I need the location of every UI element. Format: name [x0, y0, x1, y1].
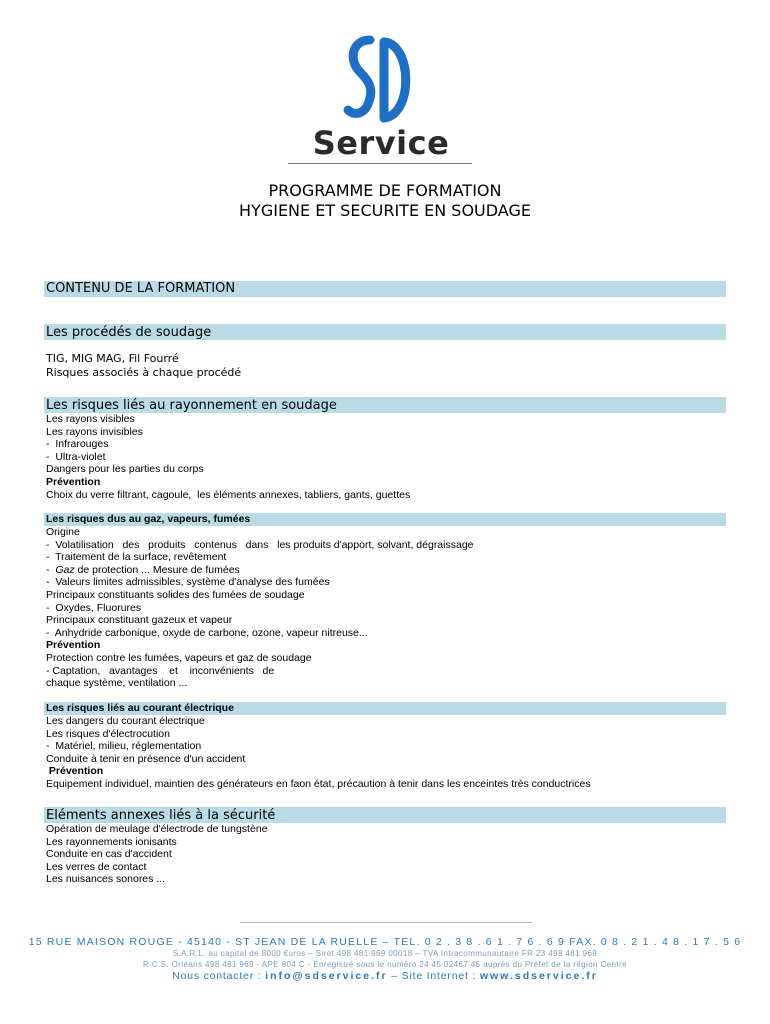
- list-item: Les dangers du courant électrique: [46, 715, 205, 727]
- list-item: Dangers pour les parties du corps: [46, 463, 204, 476]
- email-link[interactable]: info@sdservice.fr: [265, 970, 388, 982]
- list-item: - Traitement de la surface, revêtement: [46, 551, 227, 564]
- section-heading-electrique: Les risques liés au courant électrique: [44, 702, 726, 715]
- section-heading-rayonnement: Les risques liés au rayonnement en soudage: [44, 397, 726, 413]
- footer-divider: [240, 922, 532, 923]
- list-item: Les risques d'électrocution: [46, 727, 170, 740]
- website-link[interactable]: www.sdservice.fr: [479, 970, 598, 982]
- prevention-label: Prévention: [46, 639, 101, 652]
- list-item: - Valeurs limites admissibles, système d'analyse des fumées: [46, 576, 330, 589]
- list-item: - Gaz de protection ... Mesure de fumées: [46, 563, 240, 576]
- section-body-electrique: [46, 715, 726, 791]
- section-heading-annexes: Eléments annexes liés à la sécurité: [44, 807, 726, 823]
- list-item: Les rayonnements ionisants: [46, 835, 177, 848]
- section-body-annexes: [46, 823, 726, 886]
- list-item: - Captation, avantages et inconvénients de: [46, 664, 275, 677]
- sd-logo-mark: [340, 32, 420, 132]
- list-item: Opération de meulage d'électrode de tungstène: [46, 823, 268, 835]
- site-label: – Site Internet :: [387, 970, 480, 982]
- section-body-rayonnement: [46, 413, 726, 501]
- list-item: - Volatilisation des produits contenus dans les produits d'apport, solvant, dégraissage: [46, 538, 474, 551]
- footer-contact: [0, 970, 770, 982]
- list-item: Les rayons visibles: [46, 413, 135, 425]
- prevention-label: Prévention: [46, 475, 101, 488]
- list-item: Origine: [46, 526, 80, 538]
- list-item: Protection contre les fumées, vapeurs et gaz de soudage: [46, 651, 312, 664]
- list-item: TIG, MIG MAG, Fil Fourré: [46, 352, 179, 365]
- list-item: Principaux constituants solides des fumées de soudage: [46, 588, 305, 601]
- list-item: Principaux constituant gazeux et vapeur: [46, 614, 233, 627]
- section-body-gaz: [46, 526, 726, 690]
- logo-service-text: Service: [312, 124, 450, 162]
- footer-address: 15 RUE MAISON ROUGE - 45140 - ST JEAN DE LA RUELLE – TEL. 0 2 . 3 8 . 6 1 . 7 6 . 6 9 FAX. 0 8 . 2 1 . 4 8 . 1 7 . 5 6: [28, 936, 742, 948]
- list-item: - Ultra-violet: [46, 450, 106, 463]
- document-title-line1: PROGRAMME DE FORMATION: [268, 181, 502, 200]
- list-item: Les rayons invisibles: [46, 425, 143, 438]
- section-heading-procedes: Les procédés de soudage: [44, 324, 726, 340]
- logo-underline: [288, 163, 472, 164]
- list-item: - Matériel, milieu, réglementation: [46, 740, 202, 753]
- list-item: Equipement individuel, maintien des générateurs en faon état, précaution à tenir dans les enceintes très conductrices: [46, 777, 591, 790]
- section-heading-contenu: CONTENU DE LA FORMATION: [44, 281, 726, 297]
- section-body-procedes: [46, 352, 726, 380]
- footer-legal-line1: S.A.R.L. au capital de 8000 €uros – Siret 498 481 969 00018 – TVA Intracommunautaire FR 23 498 481 969: [172, 949, 598, 958]
- list-item: Les nuisances sonores ...: [46, 873, 166, 886]
- list-item: chaque système, ventilation ...: [46, 677, 188, 690]
- list-item: Choix du verre filtrant, cagoule, les éléments annexes, tabliers, gants, guettes: [46, 488, 411, 501]
- contact-label: Nous contacter :: [172, 970, 266, 982]
- list-item: Risques associés à chaque procédé: [46, 366, 242, 379]
- list-item: Conduite en cas d'accident: [46, 848, 172, 861]
- section-heading-gaz: Les risques dus au gaz, vapeurs, fumées: [44, 513, 726, 526]
- list-item: Conduite à tenir en présence d'un accident: [46, 752, 246, 765]
- list-item: - Infrarouges: [46, 438, 109, 451]
- footer-legal-line2: R.C.S. Orléans 498 481 969 - APE 804 C - Enregistré sous le numéro 24 45 02467 45 auprès du Préfet de la région Centre: [143, 960, 627, 969]
- list-item: - Anhydride carbonique, oxyde de carbone, ozone, vapeur nitreuse...: [46, 626, 368, 639]
- prevention-label: Prévention: [46, 765, 104, 778]
- list-item: - Oxydes, Fluorures: [46, 601, 142, 614]
- list-item: Les verres de contact: [46, 860, 147, 873]
- document-title-line2: HYGIENE ET SECURITE EN SOUDAGE: [239, 201, 531, 220]
